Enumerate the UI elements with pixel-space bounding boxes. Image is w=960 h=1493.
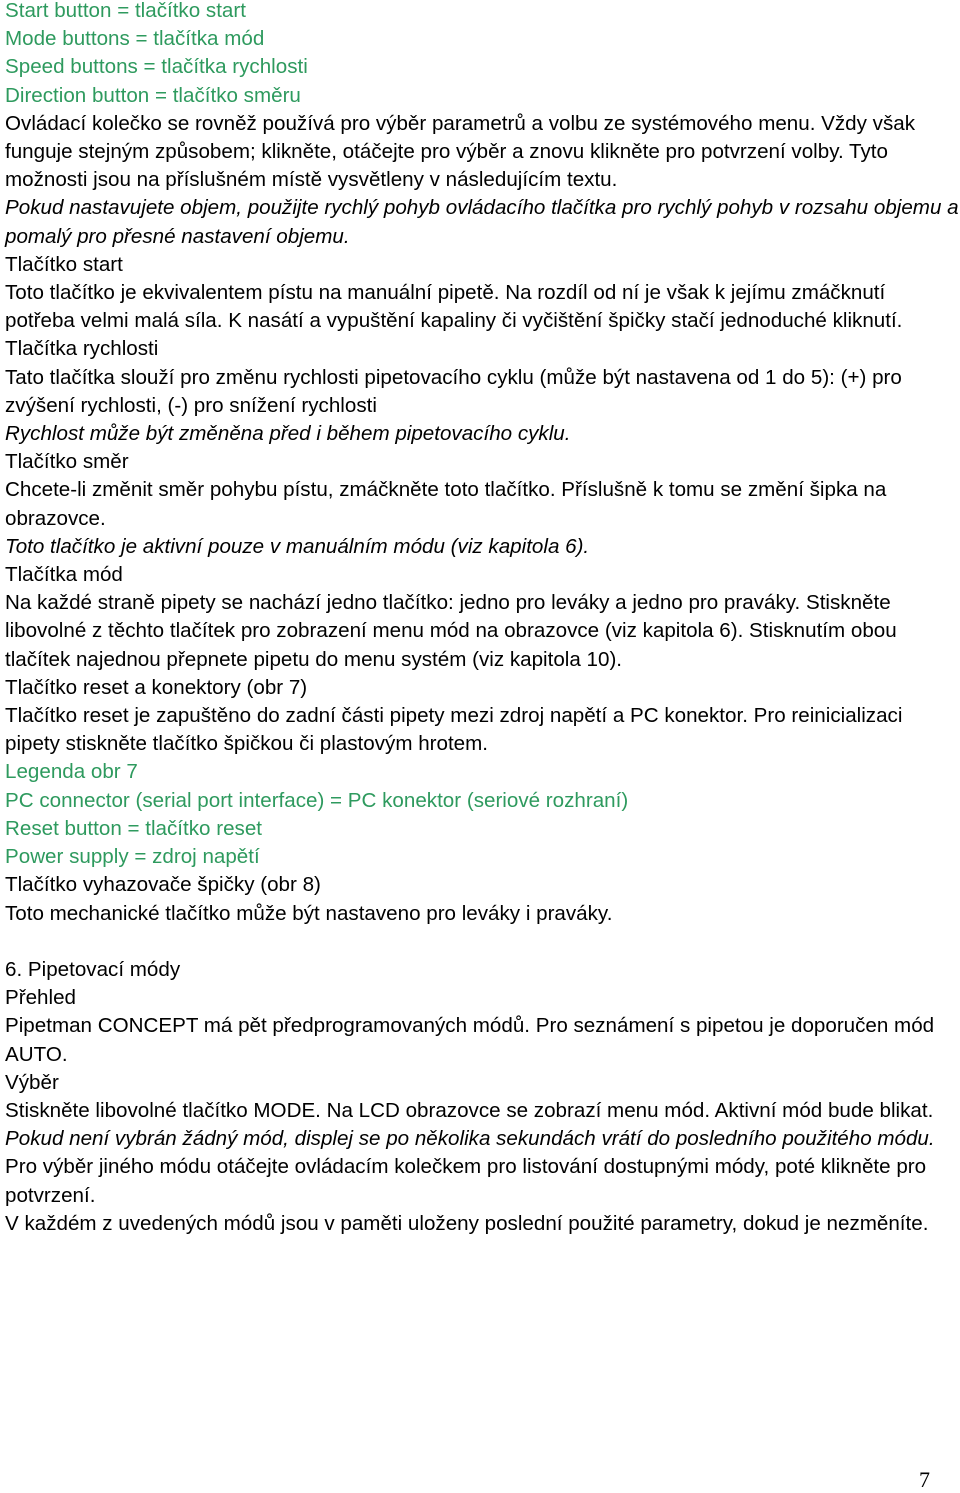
overview-heading: Přehled: [5, 986, 76, 1010]
ejector-paragraph: Toto mechanické tlačítko může být nastaveno pro leváky i praváky.: [5, 901, 613, 925]
chapter6-heading: 6. Pipetovací módy: [5, 957, 181, 981]
reset-button-paragraph: Tlačítko reset je zapuštěno do zadní části pipety mezi zdroj napětí a PC konektor. Pro reinicializaci pipety stiskněte tlačítko špičkou či plastovým hrotem.: [5, 704, 903, 756]
legend-start-button: Start button = tlačítko start: [5, 0, 246, 22]
memory-paragraph: V každém z uvedených módů jsou v paměti uloženy poslední použité parametry, dokud je nezměníte.: [5, 1211, 929, 1235]
mode-buttons-paragraph: Na každé straně pipety se nachází jedno tlačítko: jedno pro leváky a jedno pro praváky. Stiskněte libovolné z těchto tlačítek pro zobrazení menu mód na obrazovce (viz kapitola 6). Stisknutím obou tlačítek najednou přepnete pipetu do menu systém (viz kapitola 10).: [5, 591, 897, 671]
legend-direction-button: Direction button = tlačítko směru: [5, 83, 301, 107]
wheel-volume-note: Pokud nastavujete objem, použijte rychlý pohyb ovládacího tlačítka pro rychlý pohyb v rozsahu objemu a pomalý pro přesné nastavení objemu.: [5, 196, 959, 248]
start-button-heading: Tlačítko start: [5, 252, 123, 276]
reset-button-heading: Tlačítko reset a konektory (obr 7): [5, 675, 308, 699]
legend7-reset-button: Reset button = tlačítko reset: [5, 816, 262, 840]
other-mode-paragraph: Pro výběr jiného módu otáčejte ovládacím kolečkem pro listování dostupnými módy, poté klikněte pro potvrzení.: [5, 1155, 927, 1207]
start-button-paragraph: Toto tlačítko je ekvivalentem pístu na manuální pipetě. Na rozdíl od ní je však k jejímu zmáčknutí potřeba velmi malá síla. K nasátí a vypuštění kapaliny či vyčištění špičky stačí jednoduché kliknutí.: [5, 281, 903, 333]
wheel-paragraph: Ovládací kolečko se rovněž používá pro výběr parametrů a volbu ze systémového menu. Vždy však funguje stejným způsobem; klikněte, otáčejte pro výběr a znovu klikněte pro potvrzení volby. Tyto možnosti jsou na příslušném místě vysvětleny v následujícím textu.: [5, 111, 915, 192]
speed-buttons-paragraph: Tato tlačítka slouží pro změnu rychlosti pipetovacího cyklu (může být nastavena od 1 do 5): (+) pro zvýšení rychlosti, (-) pro snížení rychlosti: [5, 365, 902, 417]
page-number: 7: [919, 1467, 930, 1492]
direction-button-note: Toto tlačítko je aktivní pouze v manuálním módu (viz kapitola 6).: [5, 534, 590, 558]
legend-mode-buttons: Mode buttons = tlačítka mód: [5, 27, 265, 51]
mode-buttons-heading: Tlačítka mód: [5, 563, 123, 587]
selection-heading: Výběr: [5, 1070, 59, 1094]
overview-paragraph: Pipetman CONCEPT má pět předprogramovaných módů. Pro seznámení s pipetou je doporučen mód AUTO.: [5, 1014, 935, 1066]
legend7-power-supply: Power supply = zdroj napětí: [5, 845, 260, 869]
direction-button-heading: Tlačítko směr: [5, 450, 129, 474]
selection-paragraph: Stiskněte libovolné tlačítko MODE. Na LCD obrazovce se zobrazí menu mód. Aktivní mód bude blikat.: [5, 1098, 934, 1122]
selection-note: Pokud není vybrán žádný mód, displej se po několika sekundách vrátí do posledního použitého módu.: [5, 1127, 935, 1151]
direction-button-paragraph: Chcete-li změnit směr pohybu pístu, zmáčkněte toto tlačítko. Příslušně k tomu se změní šipka na obrazovce.: [5, 478, 887, 530]
ejector-heading: Tlačítko vyhazovače špičky (obr 8): [5, 873, 321, 897]
speed-buttons-heading: Tlačítka rychlosti: [5, 337, 159, 361]
legend7-title: Legenda obr 7: [5, 760, 138, 784]
speed-buttons-note: Rychlost může být změněna před i během pipetovacího cyklu.: [5, 422, 571, 446]
section-spacer: [5, 928, 960, 956]
legend7-pc-connector: PC connector (serial port interface) = PC konektor (seriové rozhraní): [5, 788, 629, 812]
document-body: [5, 0, 960, 1238]
legend-speed-buttons: Speed buttons = tlačítka rychlosti: [5, 55, 308, 79]
